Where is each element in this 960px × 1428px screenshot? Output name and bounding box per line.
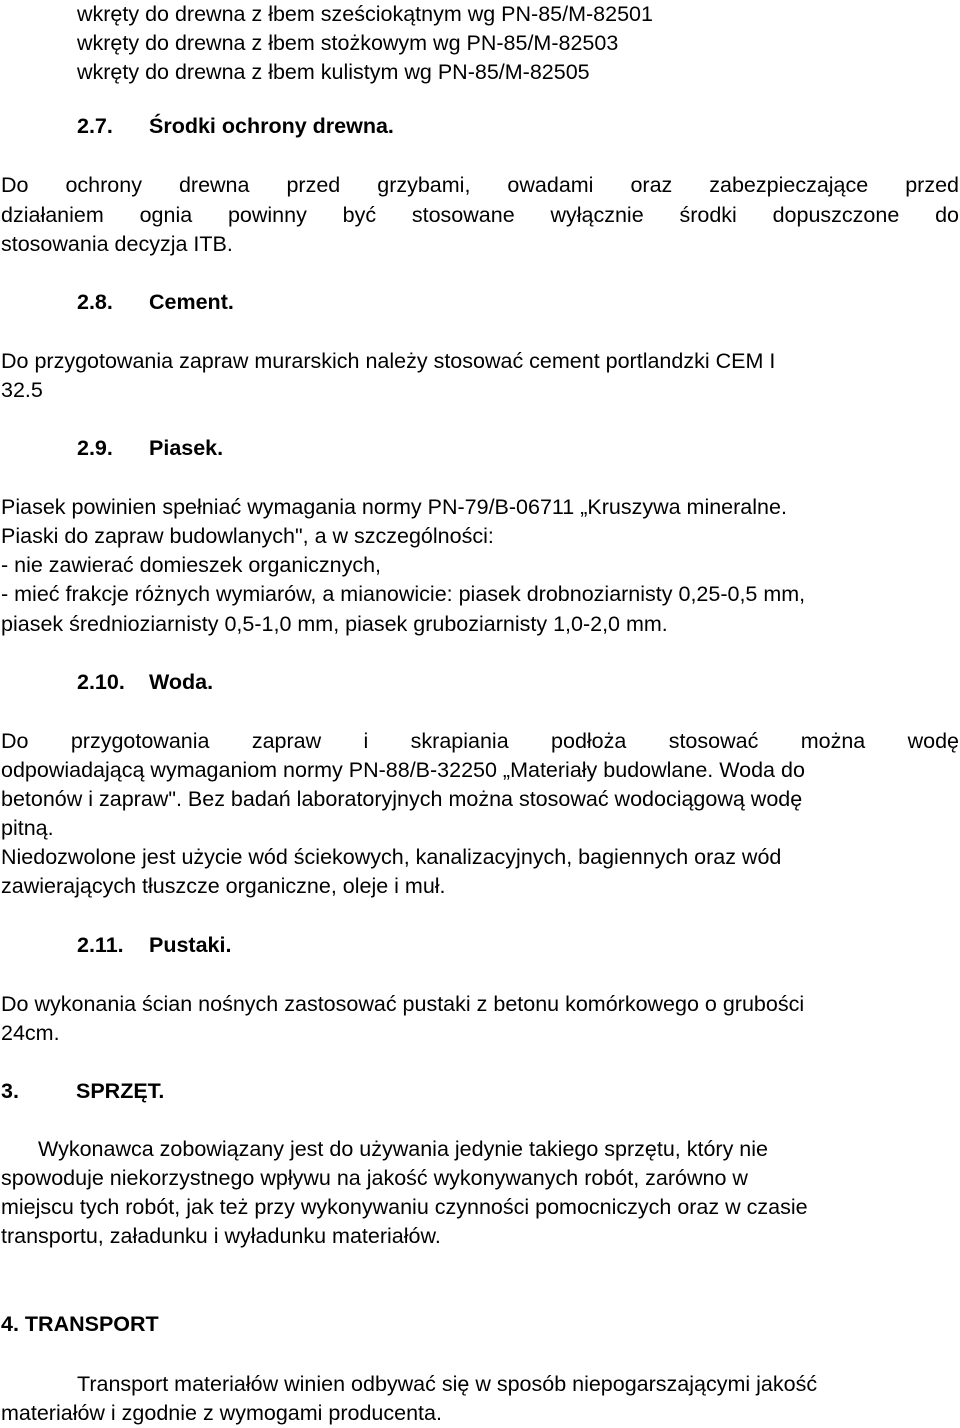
section-heading-4: 4. TRANSPORT xyxy=(1,1312,159,1336)
paragraph-line: materiałów i zgodnie z wymogami producenta. xyxy=(1,1401,442,1425)
paragraph-line: stosowania decyzja ITB. xyxy=(1,232,233,256)
paragraph-line: - nie zawierać domieszek organicznych, xyxy=(1,553,381,577)
paragraph-line: piasek średnioziarnisty 0,5-1,0 mm, piasek gruboziarnisty 1,0-2,0 mm. xyxy=(1,612,668,636)
section-heading-2-8: 2.8. Cement. xyxy=(77,290,234,314)
paragraph-line: Do ochrony drewna przed grzybami, owadami oraz zabezpieczające przed xyxy=(1,173,959,197)
paragraph-line: Transport materiałów winien odbywać się w sposób niepogarszającymi jakość xyxy=(77,1372,818,1396)
paragraph-line: działaniem ognia powinny być stosowane wyłącznie środki dopuszczone do xyxy=(1,203,959,227)
section-heading-2-9: 2.9. Piasek. xyxy=(77,436,224,460)
section-heading-2-11: 2.11. Pustaki. xyxy=(77,933,232,957)
section-heading-2-7: 2.7. Środki ochrony drewna. xyxy=(77,114,394,138)
paragraph-line: Piasek powinien spełniać wymagania normy PN-79/B-06711 „Kruszywa mineralne. xyxy=(1,495,787,519)
paragraph-line: Do wykonania ścian nośnych zastosować pustaki z betonu komórkowego o grubości xyxy=(1,992,805,1016)
paragraph-line: Do przygotowania zapraw i skrapiania podłoża stosować można wodę xyxy=(1,729,959,753)
paragraph-line: Niedozwolone jest użycie wód ściekowych, kanalizacyjnych, bagiennych oraz wód xyxy=(1,845,782,869)
screw-item: wkręty do drewna z łbem kulistym wg PN-85/M-82505 xyxy=(77,60,590,84)
paragraph-line: Piaski do zapraw budowlanych", a w szczególności: xyxy=(1,524,494,548)
paragraph-line: Do przygotowania zapraw murarskich należy stosować cement portlandzki CEM I xyxy=(1,349,776,373)
paragraph-line: pitną. xyxy=(1,816,54,840)
screw-item: wkręty do drewna z łbem stożkowym wg PN-85/M-82503 xyxy=(77,31,619,55)
paragraph-line: transportu, załadunku i wyładunku materiałów. xyxy=(1,1224,441,1248)
paragraph-line: Wykonawca zobowiązany jest do używania jedynie takiego sprzętu, który nie xyxy=(38,1137,768,1161)
paragraph-line: miejscu tych robót, jak też przy wykonywaniu czynności pomocniczych oraz w czasie xyxy=(1,1195,808,1219)
paragraph-line: 32.5 xyxy=(1,378,43,402)
screw-item: wkręty do drewna z łbem sześciokątnym wg PN-85/M-82501 xyxy=(77,2,653,26)
paragraph-line: 24cm. xyxy=(1,1021,60,1045)
paragraph-line: - mieć frakcje różnych wymiarów, a mianowicie: piasek drobnoziarnisty 0,25-0,5 mm, xyxy=(1,582,806,606)
paragraph-line: betonów i zapraw". Bez badań laboratoryjnych można stosować wodociągową wodę xyxy=(1,787,803,811)
paragraph-line: odpowiadającą wymaganiom normy PN-88/B-32250 „Materiały budowlane. Woda do xyxy=(1,758,805,782)
section-heading-2-10: 2.10. Woda. xyxy=(77,670,214,694)
paragraph-line: spowoduje niekorzystnego wpływu na jakość wykonywanych robót, zarówno w xyxy=(1,1166,748,1190)
section-heading-3: 3. SPRZĘT. xyxy=(1,1079,165,1103)
paragraph-line: zawierających tłuszcze organiczne, oleje i muł. xyxy=(1,874,446,898)
